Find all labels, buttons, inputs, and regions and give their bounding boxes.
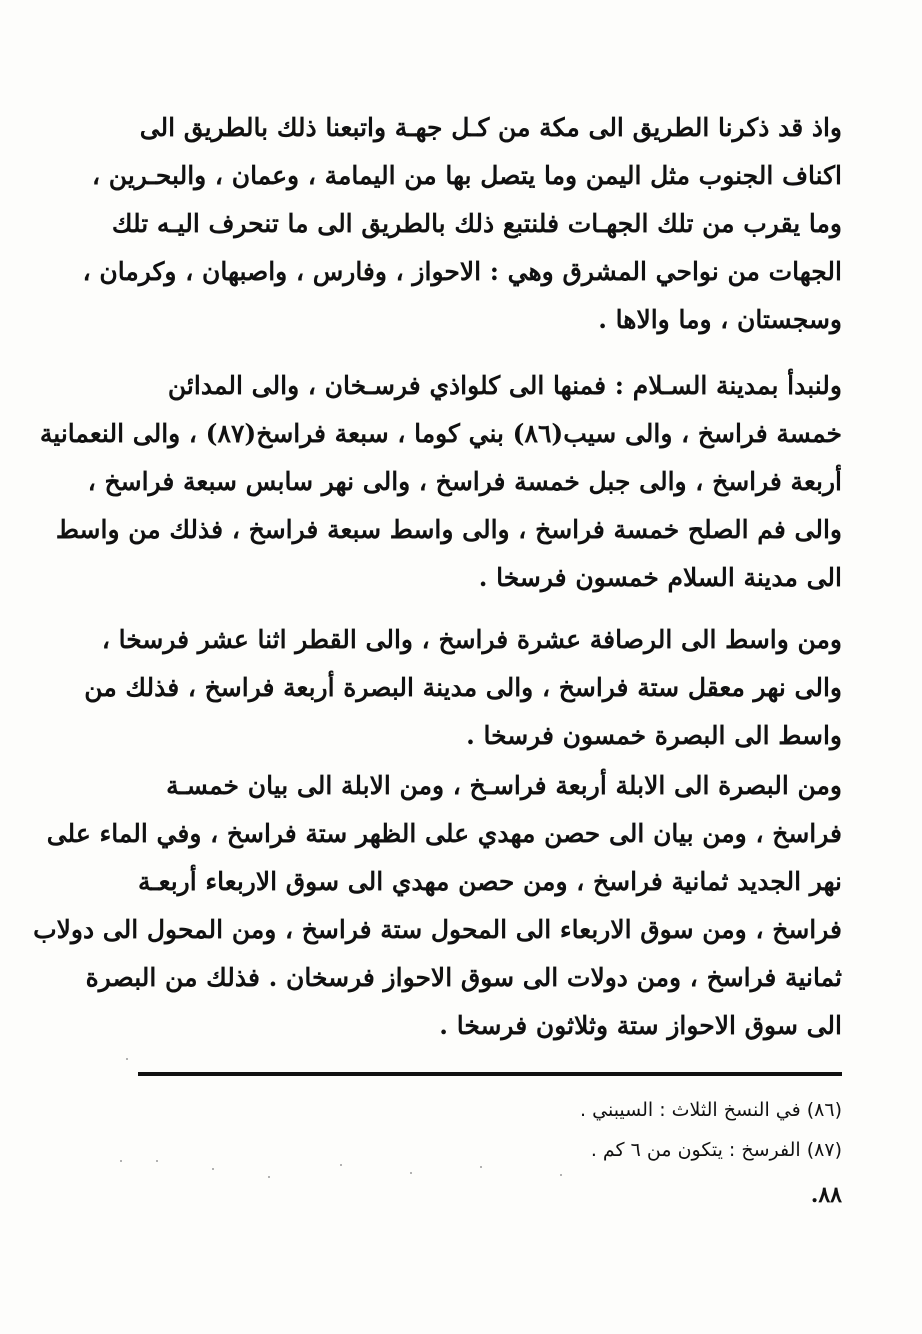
footnote-divider	[138, 1072, 842, 1076]
text-line: ثمانية فراسخ ، ومن دولات الى سوق الاحواز فرسخان . فذلك من البصرة	[85, 963, 842, 992]
text-line: اكناف الجنوب مثل اليمن وما يتصل بها من اليمامة ، وعمان ، والبحـرين ،	[92, 161, 842, 190]
text-line: وما يقرب من تلك الجهـات فلنتبع ذلك بالطريق الى ما تنحرف اليـه تلك	[111, 209, 842, 238]
text-line: وسجستان ، وما والاها .	[598, 305, 842, 334]
paragraph-4	[33, 762, 842, 1050]
scan-speck	[268, 1176, 270, 1178]
text-line: خمسة فراسخ ، والى سيب(٨٦) بني كوما ، سبعة فراسخ(٨٧) ، والى النعمانية	[39, 419, 842, 448]
text-line: والى نهر معقل ستة فراسخ ، والى مدينة البصرة أربعة فراسخ ، فذلك من	[84, 673, 842, 702]
footnotes	[138, 1090, 842, 1170]
scan-speck	[340, 1164, 342, 1166]
scan-speck	[560, 1174, 562, 1176]
text-line: الى مدينة السلام خمسون فرسخا .	[478, 563, 842, 592]
text-line: أربعة فراسخ ، والى جبل خمسة فراسخ ، والى نهر سابس سبعة فراسخ ،	[87, 467, 842, 496]
text-line: واذ قد ذكرنا الطريق الى مكة من كـل جهـة واتبعنا ذلك بالطريق الى	[139, 113, 842, 142]
text-line: ولنبدأ بمدينة السـلام : فمنها الى كلواذي فرسـخان ، والى المدائن	[167, 371, 842, 400]
text-line: الى سوق الاحواز ستة وثلاثون فرسخا .	[439, 1011, 842, 1040]
scan-speck	[120, 1160, 122, 1162]
text-line: ومن البصرة الى الابلة أربعة فراسـخ ، ومن الابلة الى بيان خمسـة	[166, 771, 842, 800]
footnote-87: (٨٧) الفرسخ : يتكون من ٦ كم .	[590, 1139, 842, 1161]
scan-speck	[480, 1166, 482, 1168]
text-line: ومن واسط الى الرصافة عشرة فراسخ ، والى القطر اثنا عشر فرسخا ،	[101, 625, 842, 654]
text-line: فراسخ ، ومن سوق الاربعاء الى المحول ستة فراسخ ، ومن المحول الى دولاب	[33, 915, 842, 944]
text-line: نهر الجديد ثمانية فراسخ ، ومن حصن مهدي الى سوق الاربعاء أربعـة	[137, 867, 842, 896]
paragraph-1	[82, 104, 842, 344]
scan-speck	[410, 1172, 412, 1174]
text-line: فراسخ ، ومن بيان الى حصن مهدي على الظهر ستة فراسخ ، وفي الماء على	[46, 819, 842, 848]
text-line: والى فم الصلح خمسة فراسخ ، والى واسط سبعة فراسخ ، فذلك من واسط	[55, 515, 842, 544]
text-line: الجهات من نواحي المشرق وهي : الاحواز ، وفارس ، واصبهان ، وكرمان ،	[82, 257, 842, 286]
paragraph-3	[84, 616, 842, 760]
scan-speck	[156, 1160, 158, 1162]
footnote-86: (٨٦) في النسخ الثلاث : السيبني .	[580, 1099, 842, 1121]
paragraph-2	[39, 362, 842, 602]
scan-speck	[126, 1058, 128, 1060]
text-line: واسط الى البصرة خمسون فرسخا .	[466, 721, 842, 750]
page-number: ٨٨.	[810, 1182, 842, 1208]
scan-speck	[212, 1168, 214, 1170]
